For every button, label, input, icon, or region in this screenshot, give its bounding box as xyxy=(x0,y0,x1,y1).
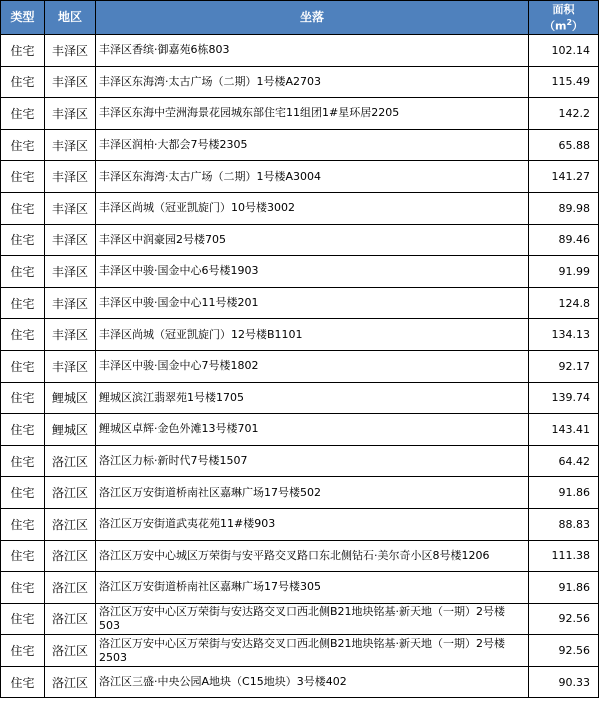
cell-type: 住宅 xyxy=(1,192,45,224)
cell-area: 124.8 xyxy=(529,287,599,319)
cell-address: 丰泽区东海湾·太古广场（二期）1号楼A3004 xyxy=(96,161,529,193)
cell-region: 丰泽区 xyxy=(45,129,96,161)
header-type: 类型 xyxy=(1,1,45,35)
header-area-unit-sup: 2 xyxy=(566,17,573,27)
cell-address: 丰泽区中骏·国金中心11号楼201 xyxy=(96,287,529,319)
cell-region: 洛江区 xyxy=(45,508,96,540)
header-address: 坐落 xyxy=(96,1,529,35)
cell-address: 丰泽区尚城（冠亚凯旋门）12号楼B1101 xyxy=(96,319,529,351)
cell-type: 住宅 xyxy=(1,256,45,288)
cell-region: 洛江区 xyxy=(45,666,96,698)
cell-type: 住宅 xyxy=(1,129,45,161)
cell-region: 丰泽区 xyxy=(45,66,96,98)
table-row xyxy=(1,414,599,446)
table-row xyxy=(1,635,599,667)
cell-area: 91.86 xyxy=(529,477,599,509)
cell-region: 洛江区 xyxy=(45,540,96,572)
table-row xyxy=(1,319,599,351)
table-row xyxy=(1,224,599,256)
cell-type: 住宅 xyxy=(1,445,45,477)
cell-area: 142.2 xyxy=(529,98,599,130)
cell-address: 洛江区力标·新时代7号楼1507 xyxy=(96,445,529,477)
cell-type: 住宅 xyxy=(1,508,45,540)
cell-area: 90.33 xyxy=(529,666,599,698)
cell-region: 洛江区 xyxy=(45,635,96,667)
cell-area: 92.17 xyxy=(529,350,599,382)
cell-region: 洛江区 xyxy=(45,572,96,604)
table-row xyxy=(1,382,599,414)
cell-type: 住宅 xyxy=(1,382,45,414)
cell-type: 住宅 xyxy=(1,350,45,382)
cell-region: 洛江区 xyxy=(45,603,96,635)
cell-area: 88.83 xyxy=(529,508,599,540)
table-row xyxy=(1,350,599,382)
cell-area: 139.74 xyxy=(529,382,599,414)
cell-address: 丰泽区中骏·国金中心6号楼1903 xyxy=(96,256,529,288)
cell-type: 住宅 xyxy=(1,540,45,572)
cell-address: 丰泽区中润豪园2号楼705 xyxy=(96,224,529,256)
cell-address: 鲤城区滨江翡翠苑1号楼1705 xyxy=(96,382,529,414)
cell-area: 143.41 xyxy=(529,414,599,446)
cell-type: 住宅 xyxy=(1,35,45,67)
cell-type: 住宅 xyxy=(1,666,45,698)
cell-region: 洛江区 xyxy=(45,477,96,509)
cell-type: 住宅 xyxy=(1,161,45,193)
table-row xyxy=(1,445,599,477)
cell-type: 住宅 xyxy=(1,635,45,667)
cell-area: 89.98 xyxy=(529,192,599,224)
table-row xyxy=(1,35,599,67)
cell-area: 92.56 xyxy=(529,603,599,635)
cell-type: 住宅 xyxy=(1,66,45,98)
header-region: 地区 xyxy=(45,1,96,35)
table-row xyxy=(1,540,599,572)
table-row xyxy=(1,98,599,130)
header-area xyxy=(529,1,599,35)
cell-area: 141.27 xyxy=(529,161,599,193)
cell-address: 鲤城区卓辉·金色外滩13号楼701 xyxy=(96,414,529,446)
cell-area: 134.13 xyxy=(529,319,599,351)
cell-address: 丰泽区东海湾·太古广场（二期）1号楼A2703 xyxy=(96,66,529,98)
cell-address: 丰泽区东海中茔洲海景花园城东部住宅11组团1#星环居2205 xyxy=(96,98,529,130)
cell-area: 111.38 xyxy=(529,540,599,572)
cell-type: 住宅 xyxy=(1,572,45,604)
table-row xyxy=(1,256,599,288)
cell-area: 65.88 xyxy=(529,129,599,161)
cell-address: 丰泽区尚城（冠亚凯旋门）10号楼3002 xyxy=(96,192,529,224)
cell-address: 洛江区万安中心区万荣街与安达路交叉口西北侧B21地块铭基·新天地（一期）2号楼503 xyxy=(96,603,529,635)
table-row xyxy=(1,666,599,698)
cell-type: 住宅 xyxy=(1,477,45,509)
cell-region: 丰泽区 xyxy=(45,161,96,193)
cell-region: 鲤城区 xyxy=(45,382,96,414)
cell-address: 洛江区万安街道桥南社区嘉琳广场17号楼502 xyxy=(96,477,529,509)
table-row xyxy=(1,508,599,540)
cell-region: 丰泽区 xyxy=(45,98,96,130)
cell-address: 丰泽区香缤·御嘉苑6栋803 xyxy=(96,35,529,67)
cell-type: 住宅 xyxy=(1,287,45,319)
table-row xyxy=(1,603,599,635)
header-row xyxy=(1,1,599,35)
cell-region: 鲤城区 xyxy=(45,414,96,446)
table-row xyxy=(1,66,599,98)
cell-region: 洛江区 xyxy=(45,445,96,477)
header-area-unit-close: ） xyxy=(572,19,584,33)
cell-address: 洛江区万安中心区万荣街与安达路交叉口西北侧B21地块铭基·新天地（一期）2号楼2503 xyxy=(96,635,529,667)
cell-area: 92.56 xyxy=(529,635,599,667)
cell-region: 丰泽区 xyxy=(45,256,96,288)
table-row xyxy=(1,287,599,319)
cell-region: 丰泽区 xyxy=(45,224,96,256)
cell-region: 丰泽区 xyxy=(45,319,96,351)
cell-area: 91.86 xyxy=(529,572,599,604)
cell-region: 丰泽区 xyxy=(45,35,96,67)
cell-address: 丰泽区润柏·大都会7号楼2305 xyxy=(96,129,529,161)
cell-type: 住宅 xyxy=(1,98,45,130)
cell-region: 丰泽区 xyxy=(45,350,96,382)
cell-address: 洛江区万安街道桥南社区嘉琳广场17号楼305 xyxy=(96,572,529,604)
cell-type: 住宅 xyxy=(1,414,45,446)
cell-area: 91.99 xyxy=(529,256,599,288)
cell-area: 64.42 xyxy=(529,445,599,477)
table-row xyxy=(1,477,599,509)
cell-address: 洛江区万安街道武夷花苑11#楼903 xyxy=(96,508,529,540)
cell-region: 丰泽区 xyxy=(45,287,96,319)
table-row xyxy=(1,161,599,193)
cell-address: 丰泽区中骏·国金中心7号楼1802 xyxy=(96,350,529,382)
table-row xyxy=(1,572,599,604)
cell-area: 89.46 xyxy=(529,224,599,256)
cell-type: 住宅 xyxy=(1,224,45,256)
cell-region: 丰泽区 xyxy=(45,192,96,224)
header-area-label: 面积 xyxy=(552,2,575,16)
cell-address: 洛江区万安中心城区万荣街与安平路交叉路口东北侧钻石·美尔奇小区8号楼1206 xyxy=(96,540,529,572)
cell-address: 洛江区三盛·中央公园A地块（C15地块）3号楼402 xyxy=(96,666,529,698)
cell-area: 102.14 xyxy=(529,35,599,67)
table-row xyxy=(1,192,599,224)
cell-area: 115.49 xyxy=(529,66,599,98)
header-area-unit-open: （m xyxy=(543,19,567,33)
cell-type: 住宅 xyxy=(1,603,45,635)
cell-type: 住宅 xyxy=(1,319,45,351)
table-row xyxy=(1,129,599,161)
